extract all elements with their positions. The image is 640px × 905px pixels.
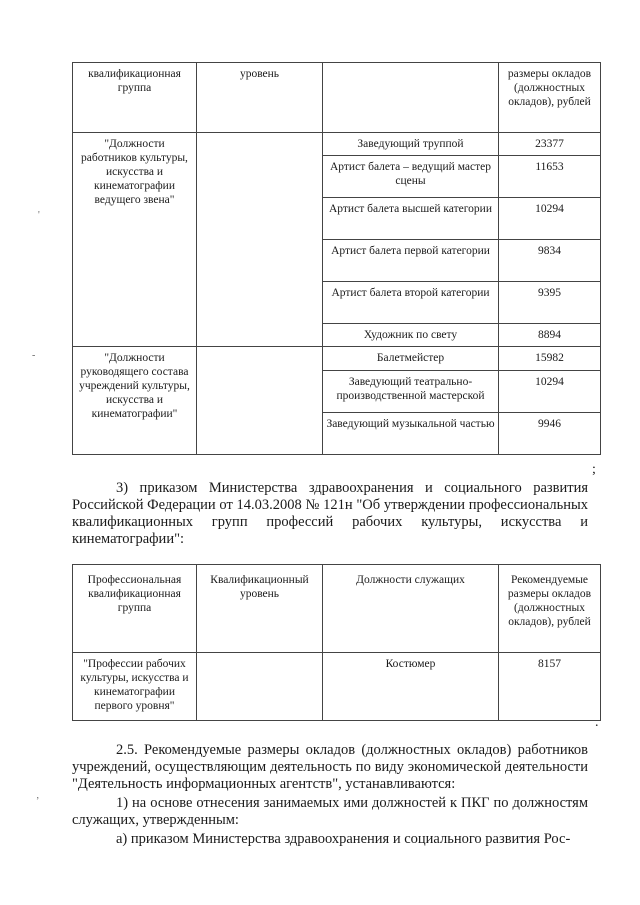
position-name: Артист балета второй категории [331,287,490,299]
position-cell [323,413,499,455]
salary-value: 10294 [535,376,564,388]
header-level [197,63,323,133]
salary-cell [499,240,601,282]
salary-cell [499,198,601,240]
header-salary-text: размеры окладов (должностных окладов), рублей [507,68,592,108]
paragraph-order-121n: 3) приказом Министерства здравоохранения и социального развития Российской Федерации от 14.03.2008 № 121н "Об утверждении профессиональных квалификационных групп профессий рабочих культуры, искусства и кинематографии": [72,480,588,547]
salary-cell [499,282,601,324]
header-group-text: Профессиональная квалификационная группа [87,574,182,614]
position-cell [323,653,499,721]
position-name: Заведующий театрально-производственной мастерской [336,376,485,402]
group-name-cell [73,347,197,455]
paragraph-item-1: 1) на основе отнесения занимаемых ими должностей к ПКГ по должностям служащих, утвержденным: [72,795,588,828]
header-level-text: Квалификационный уровень [210,574,309,600]
scan-artifact: ʼ [36,796,40,807]
header-position [323,565,499,653]
period-mark: . [595,715,599,730]
salary-value: 9946 [538,418,561,430]
position-cell [323,282,499,324]
salary-cell [499,653,601,721]
group-name: "Профессии рабочих культуры, искусства и кинематографии первого уровня" [80,658,189,712]
salary-value: 15982 [535,352,564,364]
header-position-text: Должности служащих [356,574,465,586]
position-cell [323,324,499,347]
level-cell [197,133,323,347]
position-cell [323,133,499,156]
salary-value: 23377 [535,138,564,150]
paragraph-2-5: 2.5. Рекомендуемые размеры окладов (должностных окладов) работников учреждений, осуществляющим деятельность по виду экономической деятельности "Деятельность информационных агентств", устанавливаются: [72,742,588,792]
group-name-cell [73,133,197,347]
header-level-text: уровень [239,68,280,80]
header-level [197,565,323,653]
salary-cell [499,156,601,198]
salary-cell [499,371,601,413]
salary-value: 11653 [535,161,564,173]
salary-value: 9834 [538,245,561,257]
header-salary [499,63,601,133]
salary-cell [499,413,601,455]
header-salary [499,565,601,653]
position-name: Заведующий труппой [357,138,464,150]
salary-cell [499,347,601,371]
position-name: Артист балета – ведущий мастер сцены [330,161,491,187]
scan-artifact: ' [38,210,40,221]
position-name: Балетмейстер [376,352,445,364]
salary-value: 8894 [538,329,561,341]
table-row [73,653,601,721]
table-row [73,347,601,371]
group-name: "Должности руководящего состава учреждений культуры, искусства и кинематографии" [79,352,190,420]
position-cell [323,371,499,413]
header-position [323,63,499,133]
table-row [73,133,601,156]
position-cell [323,198,499,240]
position-cell [323,347,499,371]
table-header-row [73,565,601,653]
level-cell [197,347,323,455]
level-cell [197,653,323,721]
position-name: Костюмер [385,658,436,670]
salary-value: 8157 [538,658,561,670]
group-name-cell [73,653,197,721]
header-group [73,565,197,653]
header-group-text: квалификационная группа [88,68,181,94]
group-name: "Должности работников культуры, искусства и кинематографии ведущего звена" [81,138,188,206]
position-name: Артист балета высшей категории [329,203,492,215]
position-cell [323,240,499,282]
header-group [73,63,197,133]
salary-cell [499,324,601,347]
paragraph-item-a: а) приказом Министерства здравоохранения и социального развития Рос- [116,831,571,847]
header-salary-text: Рекомендуемые размеры окладов (должностных окладов), рублей [507,574,592,628]
salary-value: 9395 [538,287,561,299]
position-name: Художник по свету [363,329,458,341]
table-header-row [73,63,601,133]
position-name: Заведующий музыкальной частью [326,418,495,430]
scan-artifact: - [32,350,36,361]
salary-value: 10294 [535,203,564,215]
position-name: Артист балета первой категории [331,245,490,257]
salary-cell [499,133,601,156]
salary-table-1 [72,62,601,455]
semicolon-mark: ; [592,462,596,477]
position-cell [323,156,499,198]
salary-table-2 [72,564,601,721]
